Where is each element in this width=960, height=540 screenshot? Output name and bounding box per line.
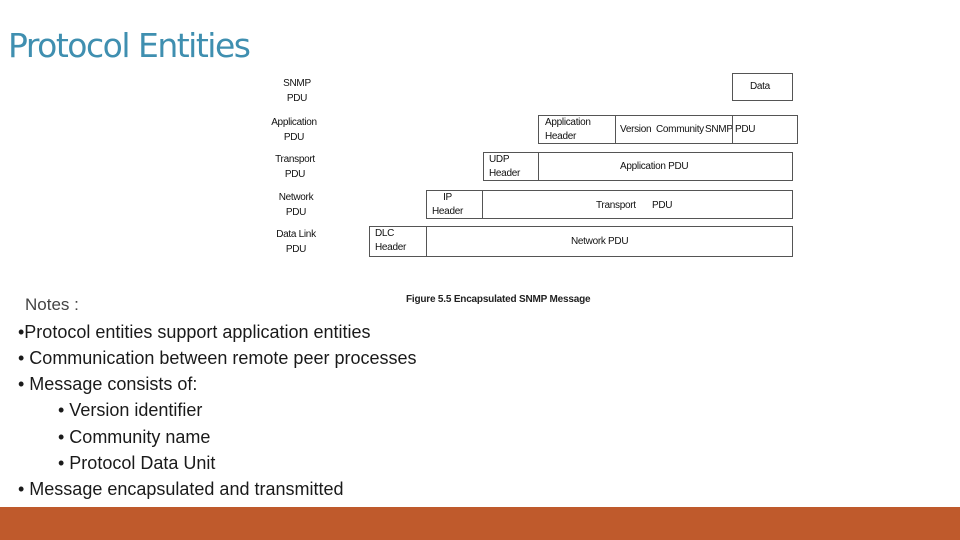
footer-bar <box>0 507 960 540</box>
ip-header-label: IP Header <box>432 192 463 217</box>
figure-caption: Figure 5.5 Encapsulated SNMP Message <box>406 294 591 305</box>
network-pdu-label: Network PDU <box>571 236 629 247</box>
snmp-pdu-label: SNMP PDU <box>705 124 756 135</box>
layer-label-transport-pdu: Transport PDU <box>275 154 315 180</box>
network-pdu-field <box>426 227 427 256</box>
pdu-label: PDU <box>652 200 673 211</box>
layer-label-snmp-pdu: SNMP PDU <box>283 78 311 104</box>
application-message-box <box>538 115 798 144</box>
application-pdu-field <box>538 153 539 180</box>
notes-subline: • Version identifier <box>58 400 203 420</box>
application-pdu-label: Application PDU <box>620 161 689 172</box>
data-label: Data <box>750 81 770 92</box>
version-label: Version <box>620 124 652 135</box>
datalink-frame-box <box>369 226 793 257</box>
transport-label: Transport <box>596 200 636 211</box>
version-field <box>615 116 616 143</box>
application-header-label: Application Header <box>545 117 591 142</box>
slide-title: Protocol Entities <box>8 26 250 65</box>
layer-label-datalink-pdu: Data Link PDU <box>276 229 316 255</box>
layer-label-application-pdu: Application PDU <box>271 117 317 143</box>
notes-subline: • Community name <box>58 427 211 447</box>
notes-heading: Notes : <box>25 295 79 314</box>
transport-pdu-field <box>482 191 483 218</box>
data-box <box>732 73 793 101</box>
notes-line: • Message consists of: <box>18 374 198 394</box>
notes-line: •Protocol entities support application entities <box>18 322 371 342</box>
transport-segment-box <box>483 152 793 181</box>
network-packet-box <box>426 190 793 219</box>
notes-line: • Message encapsulated and transmitted <box>18 479 344 499</box>
snmp-pdu-field <box>732 116 733 143</box>
udp-header-label: UDP Header <box>489 154 520 179</box>
layer-label-network-pdu: Network PDU <box>278 192 314 218</box>
community-label: Community <box>656 124 704 135</box>
notes-line: • Communication between remote peer processes <box>18 348 417 368</box>
notes-subline: • Protocol Data Unit <box>58 453 216 473</box>
dlc-header-label: DLC Header <box>375 228 406 253</box>
